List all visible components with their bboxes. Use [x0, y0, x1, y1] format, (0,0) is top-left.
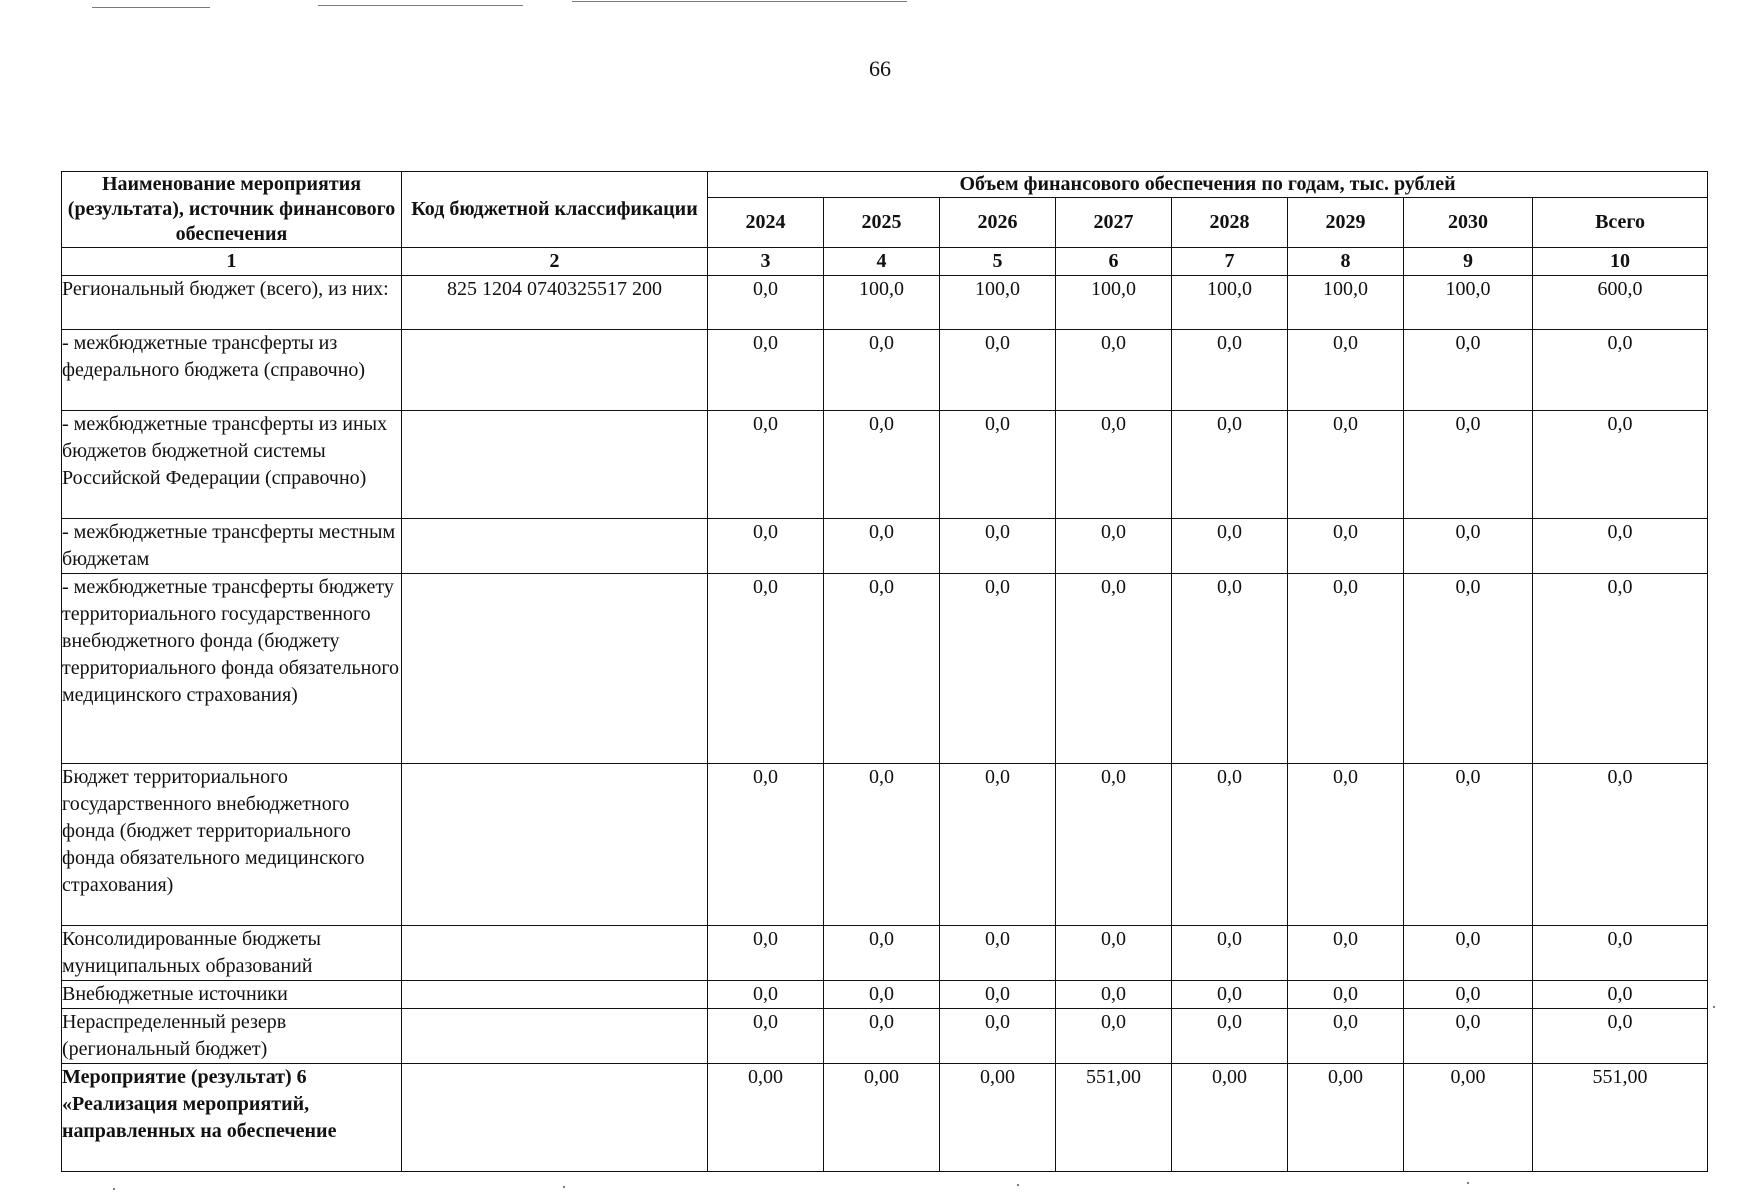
row-year-value: 0,0: [708, 981, 824, 1009]
header-year: 2025: [824, 198, 940, 248]
column-number: 1: [62, 248, 402, 276]
row-year-value: 0,00: [708, 1064, 824, 1172]
table-row: [62, 764, 1708, 926]
row-year-value: 0,0: [824, 1009, 940, 1064]
page-number: 66: [869, 56, 891, 81]
column-number: 10: [1533, 248, 1708, 276]
row-source-name: Бюджет территориального государственного внебюджетного фонда (бюджет территориального фонда обязательного медицинского страхования): [62, 764, 402, 926]
row-year-value: 0,0: [1172, 926, 1288, 981]
row-budget-code: [402, 330, 708, 411]
row-year-value: 0,0: [1288, 981, 1404, 1009]
scan-speck: [113, 1188, 115, 1190]
row-source-name: - межбюджетные трансферты бюджету территориального государственного внебюджетного фонда (бюджету территориального фонда обязательного медицинского страхования): [62, 574, 402, 764]
row-year-value: 0,0: [824, 926, 940, 981]
row-year-value: 0,0: [940, 330, 1056, 411]
row-year-value: 0,0: [708, 764, 824, 926]
row-source-name: Мероприятие (результат) 6 «Реализация мероприятий, направленных на обеспечение: [62, 1064, 402, 1172]
row-year-value: 0,0: [1056, 981, 1172, 1009]
row-year-value: 0,0: [1288, 1009, 1404, 1064]
row-budget-code: [402, 926, 708, 981]
row-year-value: 0,0: [1404, 981, 1533, 1009]
row-budget-code: [402, 1064, 708, 1172]
row-year-value: 0,0: [1172, 1009, 1288, 1064]
row-source-name: - межбюджетные трансферты из федерального бюджета (справочно): [62, 330, 402, 411]
row-year-value: 0,0: [708, 1009, 824, 1064]
row-year-value: 100,0: [824, 276, 940, 330]
column-number: 6: [1056, 248, 1172, 276]
table-body: [62, 276, 1708, 1172]
row-year-value: 0,0: [1172, 764, 1288, 926]
row-year-value: 100,0: [1172, 276, 1288, 330]
row-year-value: 0,0: [708, 926, 824, 981]
row-source-name: - межбюджетные трансферты местным бюджетам: [62, 519, 402, 574]
header-year: 2029: [1288, 198, 1404, 248]
column-number-row: [62, 248, 1708, 276]
row-source-name: Консолидированные бюджеты муниципальных образований: [62, 926, 402, 981]
row-year-value: 0,0: [1404, 330, 1533, 411]
table-row: [62, 411, 1708, 519]
row-total-value: 0,0: [1533, 1009, 1708, 1064]
row-year-value: 0,00: [1288, 1064, 1404, 1172]
row-year-value: 0,0: [824, 519, 940, 574]
row-total-value: 0,0: [1533, 926, 1708, 981]
row-budget-code: [402, 574, 708, 764]
row-year-value: 0,0: [708, 330, 824, 411]
column-number: 7: [1172, 248, 1288, 276]
row-budget-code: [402, 519, 708, 574]
column-number: 8: [1288, 248, 1404, 276]
row-source-name: Региональный бюджет (всего), из них:: [62, 276, 402, 330]
row-year-value: 0,0: [1172, 574, 1288, 764]
column-number: 5: [940, 248, 1056, 276]
row-total-value: 600,0: [1533, 276, 1708, 330]
row-source-name: Внебюджетные источники: [62, 981, 402, 1009]
table-row: [62, 1009, 1708, 1064]
scan-artifact-line: [92, 7, 210, 8]
row-year-value: 0,0: [1056, 574, 1172, 764]
row-year-value: 0,0: [824, 330, 940, 411]
column-number: 9: [1404, 248, 1533, 276]
row-total-value: 0,0: [1533, 411, 1708, 519]
table-row: [62, 926, 1708, 981]
scan-speck: [1467, 1182, 1469, 1184]
row-year-value: 0,0: [1056, 764, 1172, 926]
row-year-value: 100,0: [1404, 276, 1533, 330]
header-activity-name: Наименование мероприятия (результата), источник финансового обеспечения: [62, 172, 402, 248]
row-total-value: 0,0: [1533, 981, 1708, 1009]
row-total-value: 0,0: [1533, 330, 1708, 411]
row-year-value: 0,0: [824, 764, 940, 926]
column-number: 2: [402, 248, 708, 276]
row-year-value: 0,0: [1404, 1009, 1533, 1064]
row-year-value: 0,0: [1056, 926, 1172, 981]
scan-artifact-line: [572, 1, 907, 2]
row-year-value: 0,00: [940, 1064, 1056, 1172]
header-row-group: [62, 172, 1708, 198]
row-year-value: 0,0: [1404, 411, 1533, 519]
header-year: 2027: [1056, 198, 1172, 248]
row-year-value: 0,0: [1404, 764, 1533, 926]
row-year-value: 0,0: [1288, 764, 1404, 926]
table-row: [62, 519, 1708, 574]
row-year-value: 0,00: [1404, 1064, 1533, 1172]
column-number: 4: [824, 248, 940, 276]
row-year-value: 0,0: [708, 276, 824, 330]
header-year: 2030: [1404, 198, 1533, 248]
row-year-value: 0,0: [940, 981, 1056, 1009]
row-year-value: 0,0: [708, 411, 824, 519]
row-year-value: 100,0: [1056, 276, 1172, 330]
row-year-value: 0,0: [1172, 330, 1288, 411]
row-budget-code: [402, 1009, 708, 1064]
table-row: [62, 1064, 1708, 1172]
row-year-value: 0,0: [1056, 330, 1172, 411]
table-row: [62, 574, 1708, 764]
row-year-value: 551,00: [1056, 1064, 1172, 1172]
row-year-value: 0,0: [940, 411, 1056, 519]
header-year: 2024: [708, 198, 824, 248]
row-total-value: 551,00: [1533, 1064, 1708, 1172]
row-year-value: 100,0: [1288, 276, 1404, 330]
financing-table: [61, 171, 1708, 1172]
row-year-value: 0,0: [940, 764, 1056, 926]
table-row: [62, 330, 1708, 411]
column-number: 3: [708, 248, 824, 276]
row-year-value: 0,00: [1172, 1064, 1288, 1172]
scan-speck: [1017, 1184, 1019, 1186]
row-year-value: 0,0: [1288, 926, 1404, 981]
scan-speck: [1713, 1006, 1715, 1008]
row-year-value: 0,0: [824, 411, 940, 519]
row-year-value: 0,0: [1172, 411, 1288, 519]
row-year-value: 100,0: [940, 276, 1056, 330]
header-year: 2026: [940, 198, 1056, 248]
row-year-value: 0,0: [708, 519, 824, 574]
row-year-value: 0,0: [1288, 574, 1404, 764]
row-year-value: 0,0: [1056, 1009, 1172, 1064]
header-year: 2028: [1172, 198, 1288, 248]
row-budget-code: [402, 981, 708, 1009]
row-year-value: 0,0: [940, 926, 1056, 981]
row-year-value: 0,0: [1056, 519, 1172, 574]
row-source-name: Нераспределенный резерв (региональный бюджет): [62, 1009, 402, 1064]
row-total-value: 0,0: [1533, 764, 1708, 926]
scan-speck: [563, 1186, 565, 1188]
row-year-value: 0,0: [824, 574, 940, 764]
row-year-value: 0,00: [824, 1064, 940, 1172]
row-year-value: 0,0: [708, 574, 824, 764]
row-year-value: 0,0: [940, 519, 1056, 574]
table-row: [62, 981, 1708, 1009]
scan-artifact-line: [318, 5, 523, 6]
row-year-value: 0,0: [1288, 519, 1404, 574]
row-year-value: 0,0: [1404, 519, 1533, 574]
row-year-value: 0,0: [824, 981, 940, 1009]
row-source-name: - межбюджетные трансферты из иных бюджетов бюджетной системы Российской Федерации (справочно): [62, 411, 402, 519]
row-year-value: 0,0: [940, 574, 1056, 764]
row-budget-code: [402, 764, 708, 926]
header-budget-code: Код бюджетной классификации: [402, 172, 708, 248]
header-total: Всего: [1533, 198, 1708, 248]
row-year-value: 0,0: [1404, 574, 1533, 764]
row-year-value: 0,0: [1288, 411, 1404, 519]
header-financing-volume: Объем финансового обеспечения по годам, тыс. рублей: [708, 172, 1708, 198]
row-year-value: 0,0: [1172, 519, 1288, 574]
row-year-value: 0,0: [1172, 981, 1288, 1009]
row-year-value: 0,0: [1404, 926, 1533, 981]
row-total-value: 0,0: [1533, 519, 1708, 574]
table-row: [62, 276, 1708, 330]
row-budget-code: [402, 411, 708, 519]
row-year-value: 0,0: [940, 1009, 1056, 1064]
row-year-value: 0,0: [1288, 330, 1404, 411]
row-total-value: 0,0: [1533, 574, 1708, 764]
row-year-value: 0,0: [1056, 411, 1172, 519]
row-budget-code: 825 1204 0740325517 200: [402, 276, 708, 330]
